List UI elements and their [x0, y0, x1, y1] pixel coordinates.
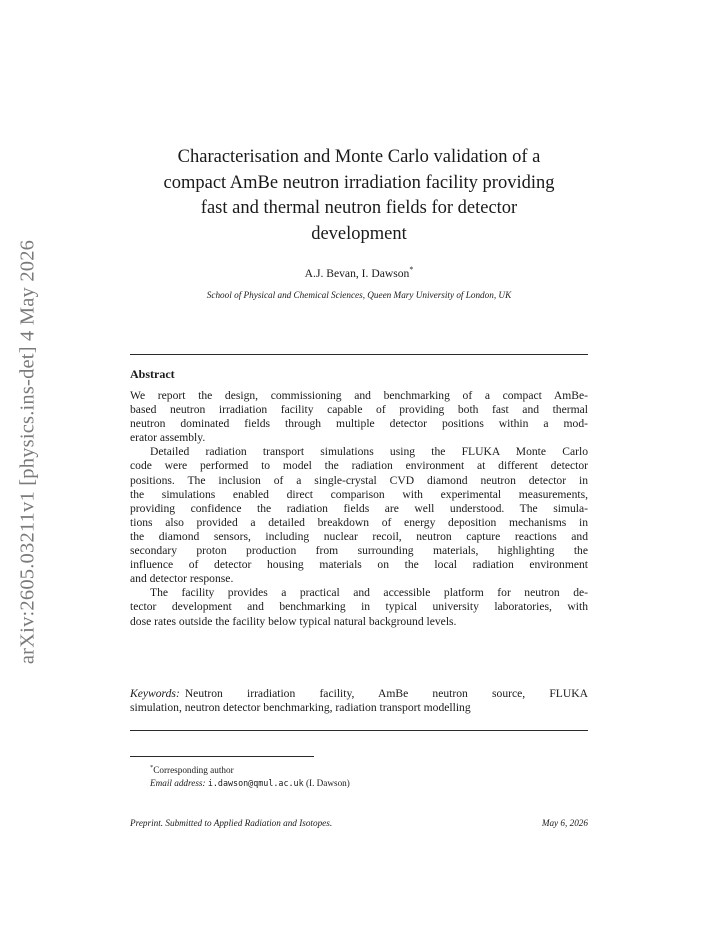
abstract-line: the simulations enabled direct comparison with experimental measurements,	[130, 487, 588, 501]
keywords-line: simulation, neutron detector benchmarking, radiation transport modelling	[130, 701, 471, 715]
abstract-heading: Abstract	[130, 367, 175, 381]
title-line: development	[311, 223, 407, 244]
authors-text: A.J. Bevan, I. Dawson	[304, 266, 410, 280]
abstract-line: the diamond sensors, including nuclear recoil, neutron capture reactions and	[130, 529, 588, 543]
abstract-line: influence of detector housing materials on the local radiation environment	[130, 558, 588, 572]
keywords-label: Keywords:	[130, 687, 180, 700]
abstract-line: code were performed to model the radiation environment at different detector	[130, 459, 588, 473]
abstract-line: positions. The inclusion of a single-crystal CVD diamond neutron detector in	[130, 473, 588, 487]
email-link[interactable]: i.dawson@qmul.ac.uk	[207, 778, 304, 789]
title-line: Characterisation and Monte Carlo validation of a	[177, 147, 541, 167]
author-list	[130, 265, 588, 280]
abstract-line: tions also provided a detailed breakdown of energy deposition mechanisms in	[130, 515, 588, 529]
abstract-bottom-rule	[130, 730, 588, 731]
keywords-line	[130, 687, 588, 701]
abstract-line: tector development and benchmarking in typical university laboratories, with	[130, 600, 588, 614]
abstract-line: and detector response.	[130, 572, 234, 586]
footnote	[150, 761, 350, 790]
abstract-line: erator assembly.	[130, 431, 206, 445]
corresponding-author-text: Corresponding author	[153, 765, 234, 776]
abstract-line: The facility provides a practical and accessible platform for neutron de-	[150, 586, 588, 600]
affiliation: School of Physical and Chemical Sciences, Queen Mary University of London, UK	[206, 290, 512, 300]
abstract-line: dose rates outside the facility below typical natural background levels.	[130, 614, 457, 628]
abstract-body	[130, 389, 588, 629]
title-line: fast and thermal neutron fields for detector	[200, 198, 518, 218]
preprint-note: Preprint. Submitted to Applied Radiation and Isotopes.	[130, 818, 333, 828]
email-name: (I. Dawson)	[305, 778, 350, 789]
footnote-rule	[130, 756, 314, 757]
abstract-line: based neutron irradiation facility capable of providing both fast and thermal	[130, 403, 588, 417]
preprint-date: May 6, 2026	[541, 818, 588, 828]
paper-title	[130, 145, 588, 247]
abstract-line: We report the design, commissioning and benchmarking of a compact AmBe-	[130, 389, 588, 402]
abstract-line: Detailed radiation transport simulations using the FLUKA Monte Carlo	[150, 445, 588, 459]
email-label: Email address:	[150, 778, 206, 789]
abstract-top-rule	[130, 354, 588, 355]
author-footnote-mark[interactable]: *	[409, 265, 414, 274]
keywords	[130, 687, 588, 715]
footnote-corresponding	[150, 761, 350, 777]
footnote-email	[150, 777, 350, 790]
abstract-line: providing confidence the radiation fields are well understood. The simula-	[130, 501, 588, 515]
title-line: compact AmBe neutron irradiation facility providing	[163, 172, 555, 193]
abstract-line: secondary proton production from surrounding materials, highlighting the	[130, 544, 588, 558]
abstract-line: neutron dominated fields through multiple detector positions within a mod-	[130, 417, 588, 431]
arxiv-identifier-text: arXiv:2605.03211v1 [physics.ins-det] 4 May 2026	[16, 239, 39, 665]
keywords-text: Neutron irradiation facility, AmBe neutron source, FLUKA	[184, 687, 588, 700]
footnote-mark: *	[150, 764, 154, 771]
